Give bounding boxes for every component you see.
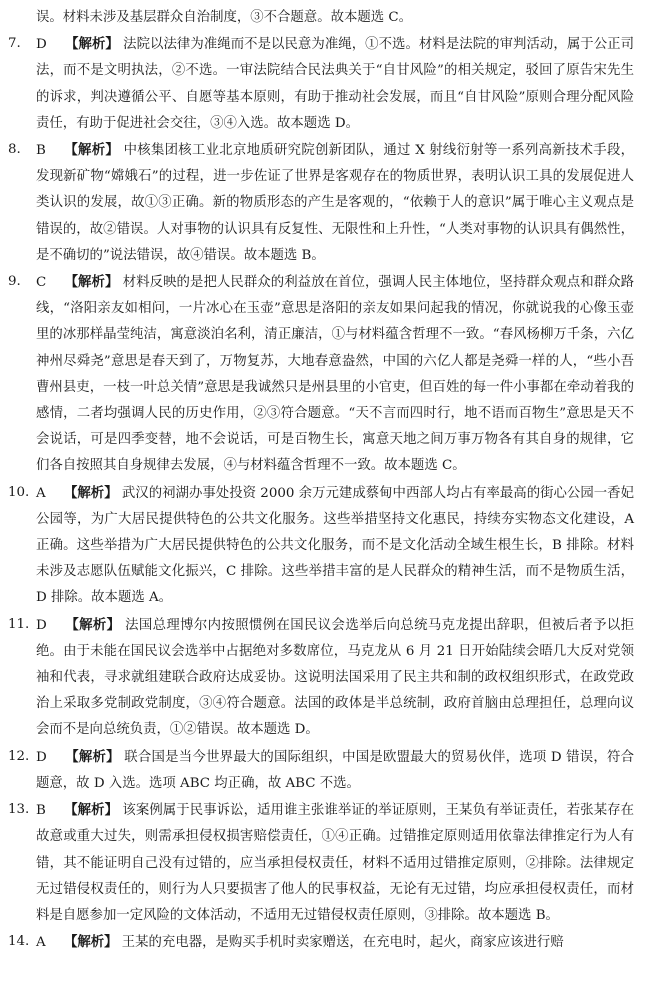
analysis-text: 武汉的祠湖办事处投资 2000 余万元建成蔡甸中西部人均占有率最高的街心公园一香妃公园等，为广大居民提供特色的公共文化服务。这些举措坚持文化惠民，持续夯实物态文化建设，A 正确。这些举措为广大居民提供特色的公共文化服务，而不是文化活动全域生根生长，B 排除。材料未涉及志愿队伍赋能文化振兴，C 排除。这些举措丰富的是人民群众的精神生活，而不是物质生活，D 排除。故本题选 A。 (36, 485, 634, 606)
answer-item (8, 31, 634, 137)
answer-list (8, 31, 634, 956)
question-number: 9. (8, 274, 21, 290)
answer-letter: D (36, 37, 47, 53)
analysis-tag: 【解析】 (64, 802, 119, 819)
answer-letter: B (36, 803, 46, 819)
analysis-tag: 【解析】 (63, 934, 118, 951)
analysis-tag: 【解析】 (65, 748, 120, 765)
question-number: 8. (8, 142, 21, 158)
analysis-tag: 【解析】 (63, 484, 118, 501)
analysis-text: 联合国是当今世界最大的国际组织，中国是欧盟最大的贸易伙伴，选项 D 错误，符合题意，故 D 入选。选项 ABC 均正确，故 ABC 不选。 (36, 749, 635, 791)
question-number: 12. (8, 748, 30, 764)
answer-item (8, 480, 634, 612)
analysis-text: 王某的充电器，是购买手机时卖家赠送，在充电时，起火，商家应该进行赔 (121, 935, 564, 951)
analysis-tag: 【解析】 (64, 142, 120, 159)
answer-letter: A (36, 485, 46, 501)
answer-letter: A (36, 935, 46, 951)
question-number: 14. (8, 934, 30, 950)
question-number: 7. (8, 36, 21, 52)
question-number: 10. (8, 484, 30, 500)
analysis-text: 该案例属于民事诉讼，适用谁主张谁举证的举证原则，王某负有举证责任，若张某存在故意或重大过失，则需承担侵权损害赔偿责任，①④正确。过错推定原则适用依靠法律推定行为人有错，其不能证明自己没有过错的，应当承担侵权责任，材料不适用过错推定原则，②排除。法律规定无过错侵权责任的，则行为人只要损害了他人的民事权益，无论有无过错，均应承担侵权责任，而材料是自愿参加一定风险的文体活动，不适用无过错侵权责任原则，③排除。故本题选 B。 (36, 803, 635, 923)
answer-letter: D (36, 617, 47, 633)
answer-letter: C (36, 275, 47, 291)
analysis-text: 材料反映的是把人民群众的利益放在首位，强调人民主体地位，坚持群众观点和群众路线，“洛阳亲友如相问，一片冰心在玉壶”意思是洛阳的亲友如果问起我的情况，你就说我的心像玉壶里的冰那样晶莹纯洁，寓意淡泊名利，清正廉洁，①与材料蕴含哲理不一致。“春风杨柳万千条，六亿神州尽舜尧”意思是春天到了，万物复苏，大地春意盎然，中国的六亿人都是尧舜一样的人，“些小吾曹州县吏，一枝一叶总关情”意思是我诚然只是州县里的小官吏，但百姓的每一件小事都在牵动着我的感情，二者均强调人民的历史作用，②③符合题意。“天不言而四时行，地不语而百物生”意思是天不会说话，可是四季变替，地不会说话，可是百物生长，寓意天地之间万事万物各有其自身的规律，它们各自按照其自身规律去发展，④与材料蕴含哲理不一致。故本题选 C。 (36, 275, 634, 474)
answer-letter: D (36, 749, 47, 765)
answer-item (8, 744, 634, 797)
analysis-tag: 【解析】 (65, 36, 119, 53)
analysis-tag: 【解析】 (65, 616, 121, 633)
answer-letter: B (36, 143, 46, 159)
answer-item (8, 797, 634, 929)
answer-item (8, 612, 634, 744)
question-number: 13. (8, 802, 30, 818)
analysis-tag: 【解析】 (64, 274, 119, 291)
analysis-text: 中核集团核工业北京地质研究院创新团队，通过 X 射线衍射等一系列高新技术手段，发现新矿物“嫦娥石”的过程，进一步佐证了世界是客观存在的物质世界，表明认识工具的发展促进人类认识的发展，故①③正确。新的物质形态的产生是客观的，“依赖于人的意识”属于唯心主义观点是错误的，故②错误。人对事物的认识具有反复性、无限性和上升性，“人类对事物的认识具有偶然性，是不确切的”说法错误，故④错误。故本题选 B。 (36, 143, 635, 263)
analysis-text: 法院以法律为准绳而不是以民意为准绳，①不选。材料是法院的审判活动，属于公正司法，而不是文明执法，②不选。一审法院结合民法典关于“自甘风险”的相关规定，驳回了原告宋先生的诉求，判决遵循公平、自愿等基本原则，有助于推动社会发展，而且“自甘风险”原则合理分配风险责任，有助于促进社会交往，③④入选。故本题选 D。 (36, 37, 634, 131)
answer-item (8, 269, 634, 480)
analysis-text: 法国总理博尔内按照惯例在国民议会选举后向总统马克龙提出辞职，但被后者予以拒绝。由于未能在国民议会选举中占据绝对多数席位，马克龙从 6 月 21 日开始陆续会晤几大反对党领袖和代表，寻求就组建联合政府达成妥协。这说明法国采用了民主共和制的政权组织形式，在政党政治上采取多党制政党制度，③④符合题意。法国的政体是半总统制，政府首脑由总理担任，总理向议会而不是向总统负责，①②错误。故本题选 D。 (36, 617, 635, 738)
answer-item (8, 929, 634, 956)
answer-item (8, 137, 634, 269)
question-number: 11. (8, 616, 30, 632)
continuation-text: 误。材料未涉及基层群众自治制度，③不合题意。故本题选 C。 (36, 10, 413, 25)
